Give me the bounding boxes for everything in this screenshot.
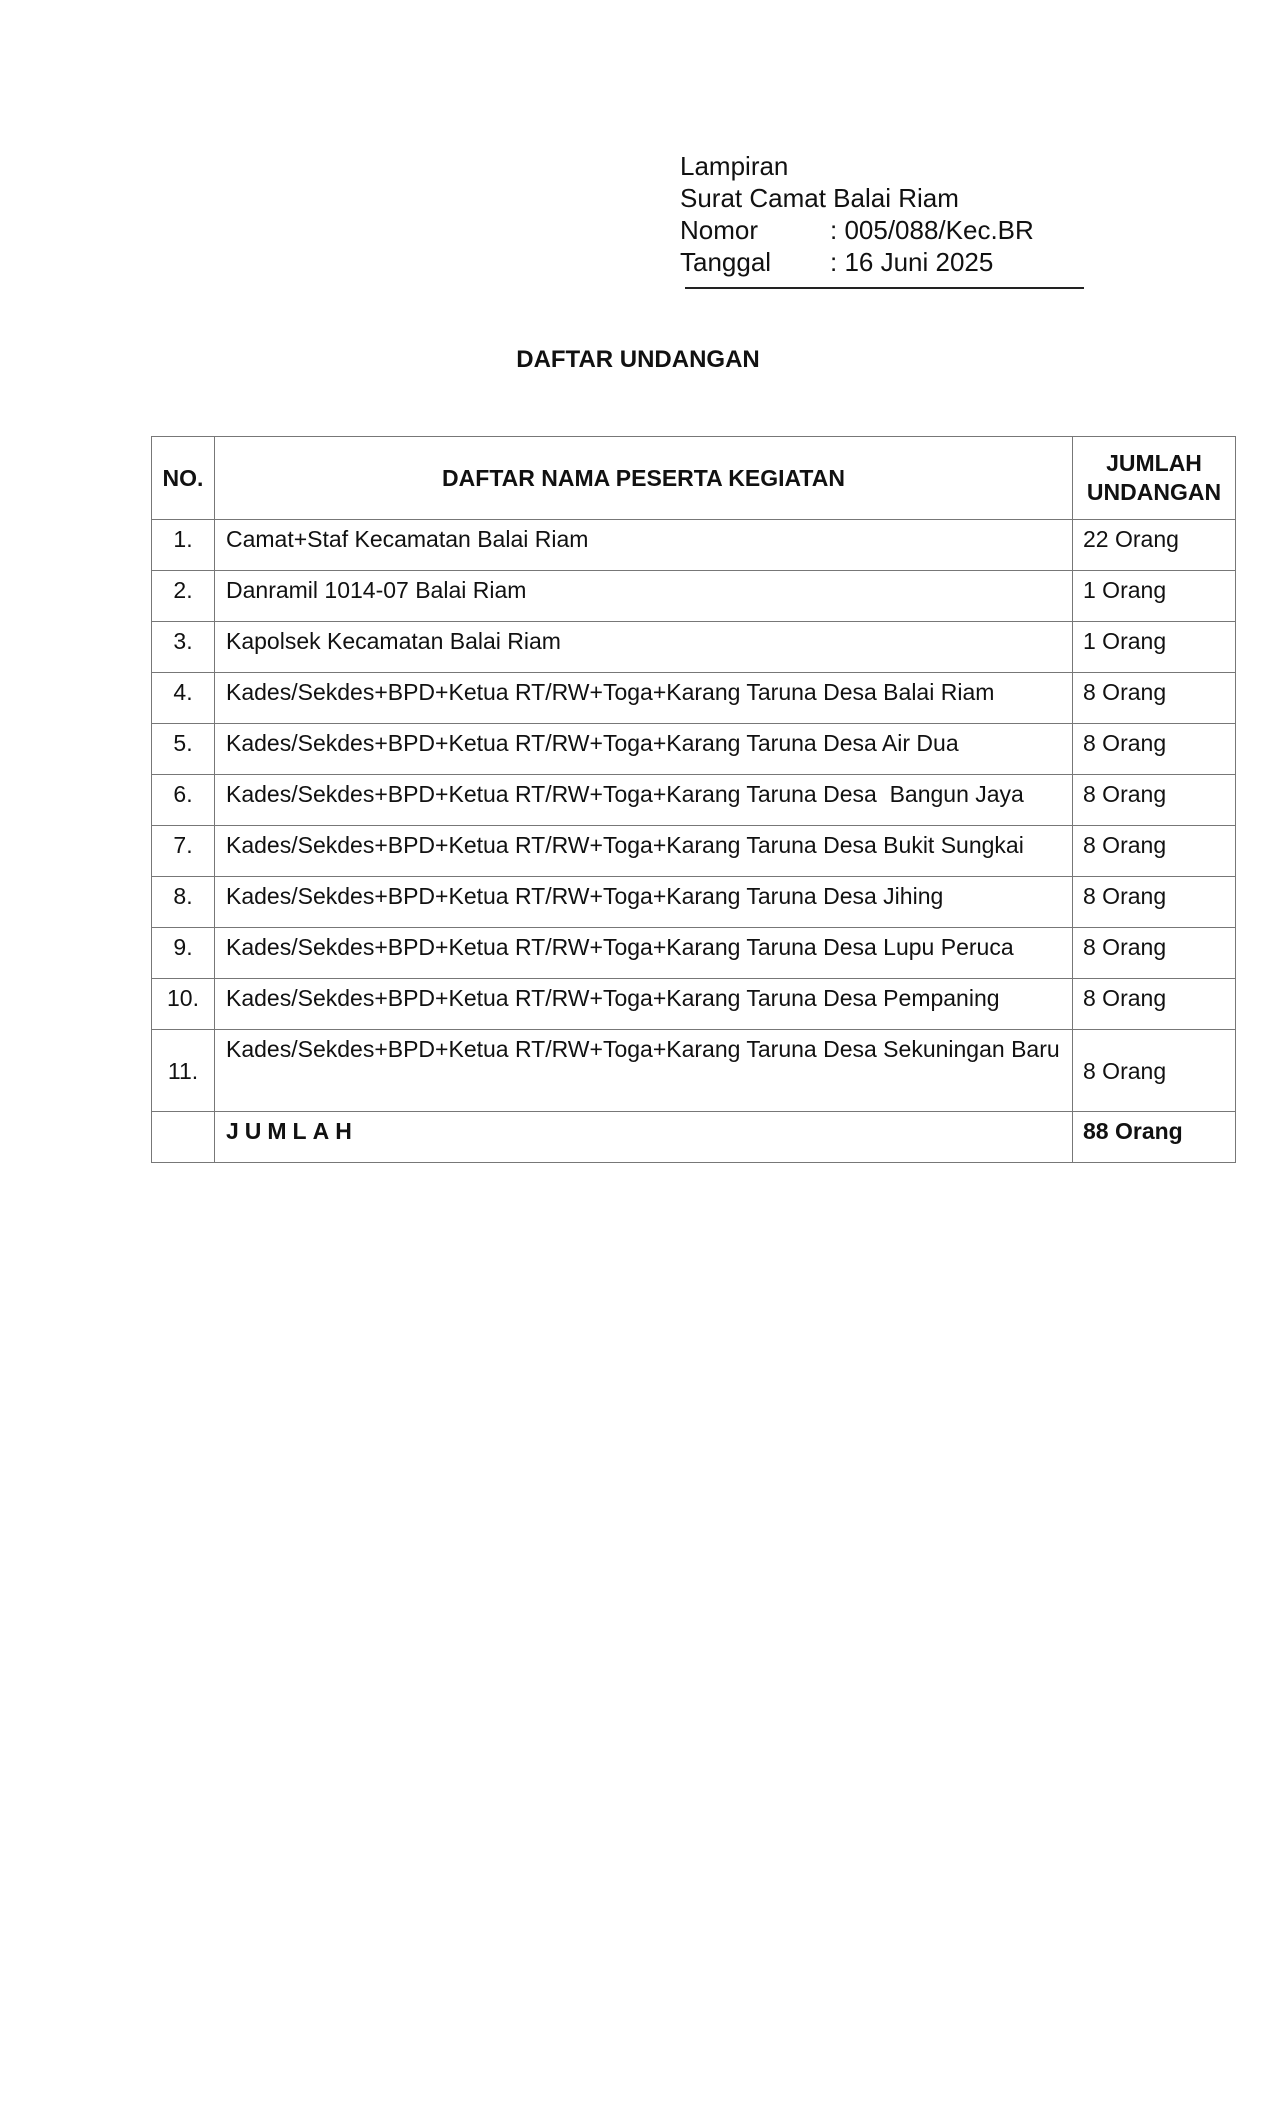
header-no: NO.	[152, 437, 215, 520]
attachment-nomor	[680, 214, 1085, 246]
total-row	[152, 1112, 1236, 1163]
attachment-divider	[685, 287, 1084, 289]
table-row	[152, 979, 1236, 1030]
row-qty: 8 Orang	[1073, 928, 1236, 979]
table-row	[152, 877, 1236, 928]
row-no: 8.	[152, 877, 215, 928]
row-no: 10.	[152, 979, 215, 1030]
row-no: 2.	[152, 571, 215, 622]
row-qty: 8 Orang	[1073, 877, 1236, 928]
row-qty: 8 Orang	[1073, 826, 1236, 877]
attachment-block	[680, 150, 1085, 278]
table-row	[152, 571, 1236, 622]
attachment-tanggal	[680, 246, 1085, 278]
nomor-label: Nomor	[680, 215, 759, 245]
total-label: JUMLAH	[215, 1112, 1073, 1163]
table-row	[152, 520, 1236, 571]
attachment-line-letter: Surat Camat Balai Riam	[680, 183, 959, 213]
row-no: 5.	[152, 724, 215, 775]
row-qty: 1 Orang	[1073, 571, 1236, 622]
row-no: 7.	[152, 826, 215, 877]
row-qty: 1 Orang	[1073, 622, 1236, 673]
table-row	[152, 826, 1236, 877]
row-name: Kapolsek Kecamatan Balai Riam	[215, 622, 1073, 673]
table-row	[152, 928, 1236, 979]
header-name: DAFTAR NAMA PESERTA KEGIATAN	[215, 437, 1073, 520]
table-row	[152, 775, 1236, 826]
row-no: 4.	[152, 673, 215, 724]
row-name: Kades/Sekdes+BPD+Ketua RT/RW+Toga+Karang Taruna Desa Bangun Jaya	[215, 775, 1073, 826]
row-qty: 8 Orang	[1073, 1030, 1236, 1112]
nomor-value: : 005/088/Kec.BR	[830, 215, 1034, 245]
row-qty: 8 Orang	[1073, 775, 1236, 826]
row-name: Kades/Sekdes+BPD+Ketua RT/RW+Toga+Karang Taruna Desa Sekuningan Baru	[215, 1030, 1073, 1112]
header-qty: JUMLAH UNDANGAN	[1073, 437, 1236, 520]
row-name: Kades/Sekdes+BPD+Ketua RT/RW+Toga+Karang Taruna Desa Jihing	[215, 877, 1073, 928]
page-title: DAFTAR UNDANGAN	[516, 346, 760, 373]
row-qty: 8 Orang	[1073, 724, 1236, 775]
table-header-row	[152, 437, 1236, 520]
row-qty: 22 Orang	[1073, 520, 1236, 571]
row-no: 11.	[152, 1030, 215, 1112]
row-qty: 8 Orang	[1073, 673, 1236, 724]
total-qty: 88 Orang	[1073, 1112, 1236, 1163]
row-no: 9.	[152, 928, 215, 979]
table-row	[152, 1030, 1236, 1112]
row-no: 6.	[152, 775, 215, 826]
row-name: Kades/Sekdes+BPD+Ketua RT/RW+Toga+Karang Taruna Desa Air Dua	[215, 724, 1073, 775]
row-name: Kades/Sekdes+BPD+Ketua RT/RW+Toga+Karang Taruna Desa Balai Riam	[215, 673, 1073, 724]
row-qty: 8 Orang	[1073, 979, 1236, 1030]
table-row	[152, 622, 1236, 673]
tanggal-value: : 16 Juni 2025	[830, 247, 994, 277]
table-row	[152, 673, 1236, 724]
row-name: Danramil 1014-07 Balai Riam	[215, 571, 1073, 622]
row-no: 3.	[152, 622, 215, 673]
invitation-table	[151, 436, 1236, 1163]
tanggal-label: Tanggal	[680, 247, 772, 277]
row-name: Kades/Sekdes+BPD+Ketua RT/RW+Toga+Karang Taruna Desa Pempaning	[215, 979, 1073, 1030]
table-row	[152, 724, 1236, 775]
total-no	[152, 1112, 215, 1163]
attachment-line-lampiran: Lampiran	[680, 151, 789, 181]
row-name: Kades/Sekdes+BPD+Ketua RT/RW+Toga+Karang Taruna Desa Lupu Peruca	[215, 928, 1073, 979]
row-no: 1.	[152, 520, 215, 571]
row-name: Camat+Staf Kecamatan Balai Riam	[215, 520, 1073, 571]
row-name: Kades/Sekdes+BPD+Ketua RT/RW+Toga+Karang Taruna Desa Bukit Sungkai	[215, 826, 1073, 877]
